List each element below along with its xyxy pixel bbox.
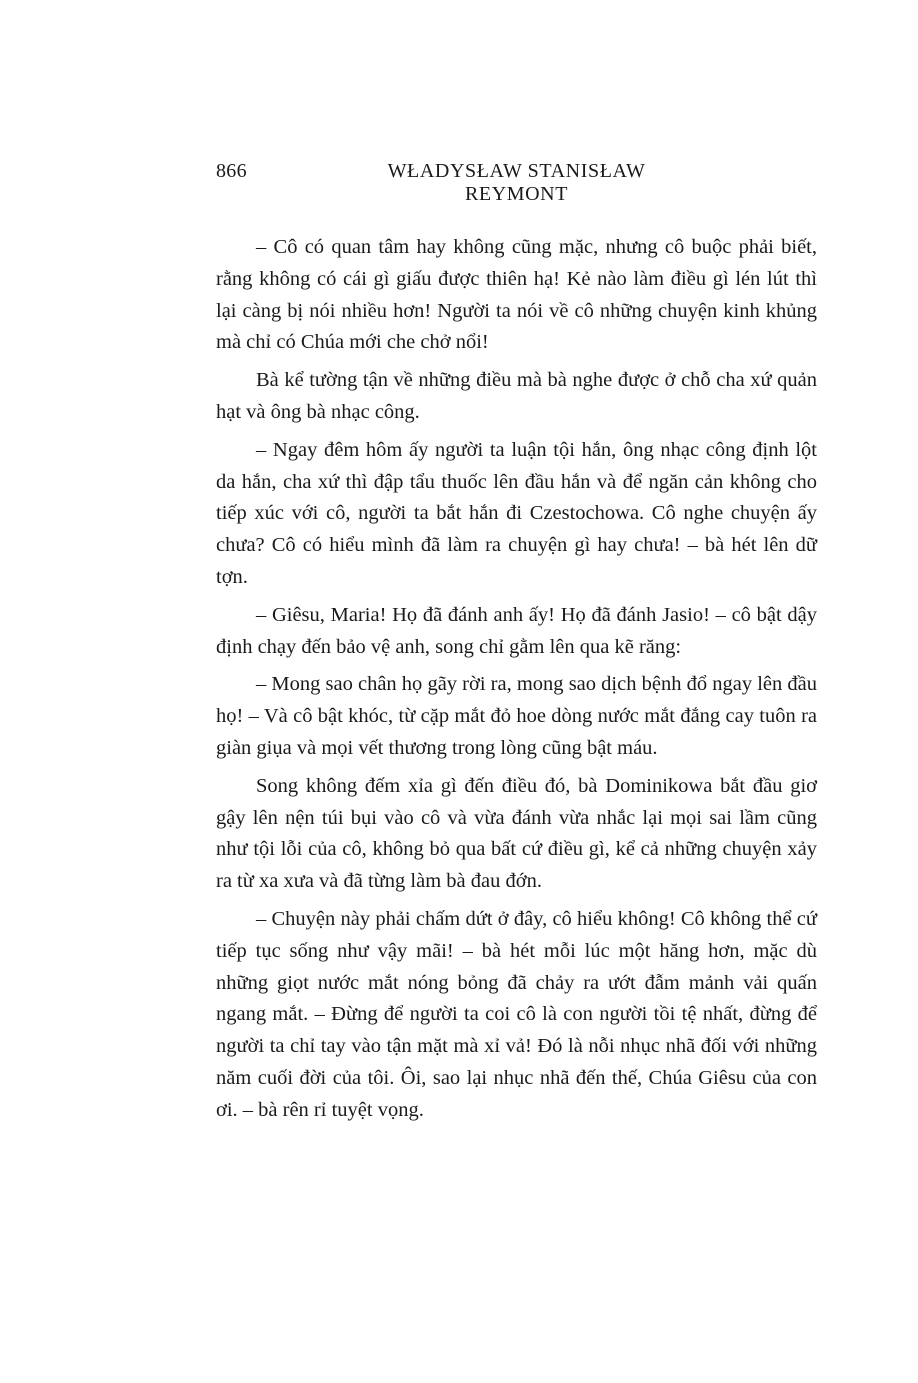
running-head — [216, 160, 817, 205]
page-number: 866 — [216, 160, 247, 182]
paragraph-3: – Ngay đêm hôm ấy người ta luận tội hắn, ông nhạc công định lột da hắn, cha xứ thì đập tẩu thuốc lên đầu hắn và để ngăn cản không cho tiếp xúc với cô, người ta bắt hắn đi Czestochowa. Cô nghe chuyện ấy chưa? Cô có hiểu mình đã làm ra chuyện gì hay chưa! – bà hét lên dữ tợn. — [216, 438, 817, 588]
body-text — [216, 232, 817, 1127]
paragraph-5: – Mong sao chân họ gãy rời ra, mong sao dịch bệnh đổ ngay lên đầu họ! – Và cô bật khóc, từ cặp mắt đỏ hoe dòng nước mắt đắng cay tuôn ra giàn giụa và mọi vết thương trong lòng cũng bật máu. — [216, 673, 817, 759]
book-author-header: WŁADYSŁAW STANISŁAW REYMONT — [387, 160, 646, 205]
paragraph-1: – Cô có quan tâm hay không cũng mặc, nhưng cô buộc phải biết, rằng không có cái gì giấu được thiên hạ! Kẻ nào làm điều gì lén lút thì lại càng bị nói nhiều hơn! Người ta nói về cô những chuyện kinh khủng mà chỉ có Chúa mới che chở nổi! — [216, 236, 817, 354]
paragraph-4: – Giêsu, Maria! Họ đã đánh anh ấy! Họ đã đánh Jasio! – cô bật dậy định chạy đến bảo vệ anh, song chỉ gằm lên qua kẽ răng: — [216, 603, 817, 658]
book-page — [216, 160, 817, 1133]
paragraph-7: – Chuyện này phải chấm dứt ở đây, cô hiểu không! Cô không thể cứ tiếp tục sống như vậy mãi! – bà hét mỗi lúc một hăng hơn, mặc dù những giọt nước mắt nóng bỏng đã chảy ra ướt đẫm mảnh vải quấn ngang mắt. – Đừng để người ta coi cô là con người tồi tệ nhất, đừng để người ta chỉ tay vào tận mặt mà xỉ vả! Đó là nỗi nhục nhã đối với những năm cuối đời của tôi. Ôi, sao lại nhục nhã đến thế, Chúa Giêsu của con ơi. – bà rên rỉ tuyệt vọng. — [216, 907, 817, 1121]
paragraph-6: Song không đếm xỉa gì đến điều đó, bà Dominikowa bắt đầu giơ gậy lên nện túi bụi vào cô và vừa đánh vừa nhắc lại mọi sai lầm cũng như tội lỗi của cô, không bỏ qua bất cứ điều gì, kể cả những chuyện xảy ra từ xa xưa và đã từng làm bà đau đớn. — [216, 774, 817, 893]
paragraph-2: Bà kể tường tận về những điều mà bà nghe được ở chỗ cha xứ quản hạt và ông bà nhạc công. — [216, 369, 817, 423]
